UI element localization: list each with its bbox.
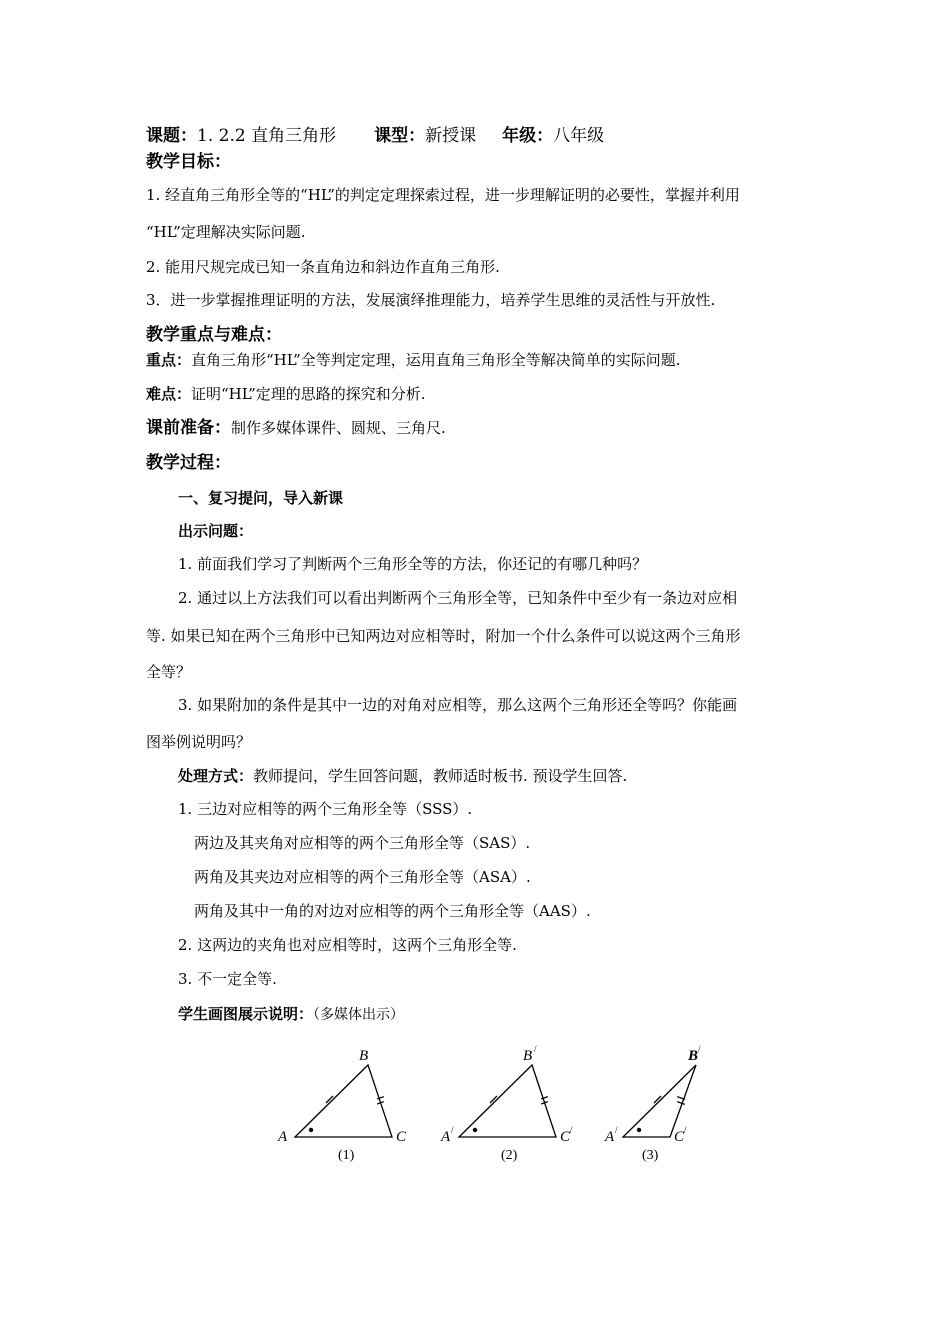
question-2-line1: 2. 通过以上方法我们可以看出判断两个三角形全等，已知条件中至少有一条边对应相 bbox=[178, 589, 738, 607]
type-value: 新授课 bbox=[425, 126, 477, 146]
draw-note: （多媒体出示） bbox=[313, 1007, 405, 1023]
answer-1d: 两角及其中一角的对边对应相等的两个三角形全等（AAS）. bbox=[194, 902, 591, 920]
caption-1: (1) bbox=[338, 1148, 355, 1163]
draw-label: 学生画图展示说明： bbox=[178, 1005, 314, 1023]
method-label: 处理方式： bbox=[178, 767, 254, 785]
answer-2: 2. 这两边的夹角也对应相等时，这两个三角形全等. bbox=[178, 936, 517, 954]
prime-A-3: / bbox=[615, 1125, 618, 1135]
grade-label: 年级： bbox=[502, 126, 554, 146]
triangle-1 bbox=[295, 1065, 392, 1137]
question-3-line1: 3. 如果附加的条件是其中一边的对角对应相等，那么这两个三角形还全等吗？你能画 bbox=[178, 696, 738, 714]
angle-dot-2 bbox=[473, 1128, 477, 1132]
goals-heading: 教学目标： bbox=[146, 152, 231, 172]
caption-3: (3) bbox=[642, 1148, 659, 1163]
answer-1b: 两边及其夹角对应相等的两个三角形全等（SAS）. bbox=[194, 834, 531, 852]
prep-text: 制作多媒体课件、圆规、三角尺. bbox=[231, 419, 446, 437]
angle-dot-3 bbox=[637, 1128, 641, 1132]
method-text: 教师提问，学生回答问题，教师适时板书. 预设学生回答. bbox=[253, 767, 628, 785]
label-C-2: C bbox=[560, 1129, 571, 1145]
label-A-2: A bbox=[441, 1129, 451, 1145]
keypoints-heading: 教学重点与难点： bbox=[146, 325, 282, 345]
diff-label: 难点： bbox=[146, 385, 192, 403]
prime-C-2: / bbox=[570, 1125, 573, 1135]
type-label: 课型： bbox=[374, 126, 426, 146]
label-C-3: C bbox=[674, 1129, 685, 1145]
question-3-line2: 图举例说明吗？ bbox=[146, 733, 252, 751]
prime-B-3: / bbox=[698, 1044, 701, 1054]
goal-2: 2. 能用尺规完成已知一条直角边和斜边作直角三角形. bbox=[146, 258, 500, 276]
topic-label: 课题： bbox=[146, 126, 197, 146]
question-1: 1. 前面我们学习了判断两个三角形全等的方法，你还记的有哪几种吗？ bbox=[178, 555, 648, 573]
goal-1-line2: “HL”定理解决实际问题. bbox=[146, 223, 306, 241]
prime-A-2: / bbox=[451, 1125, 454, 1135]
label-C-1: C bbox=[396, 1129, 407, 1145]
topic-value: 1. 2.2 直角三角形 bbox=[197, 126, 337, 146]
process-heading: 教学过程： bbox=[146, 453, 231, 473]
diff-text: 证明“HL”定理的思路的探究和分析. bbox=[191, 385, 426, 403]
section-1-title: 一、复习提问，导入新课 bbox=[178, 489, 344, 507]
label-A-1: A bbox=[278, 1129, 288, 1145]
prime-B-2: / bbox=[534, 1044, 537, 1054]
answer-1c: 两角及其夹边对应相等的两个三角形全等（ASA）. bbox=[194, 868, 531, 886]
grade-value: 八年级 bbox=[553, 126, 605, 146]
show-problems-label: 出示问题： bbox=[178, 522, 254, 540]
question-2-line2: 等. 如果已知在两个三角形中已知两边对应相等时，附加一个什么条件可以说这两个三角形 bbox=[146, 627, 741, 645]
label-A-3: A bbox=[605, 1129, 615, 1145]
key-label: 重点： bbox=[146, 351, 192, 369]
prime-C-3: / bbox=[684, 1125, 687, 1135]
label-B-2: B bbox=[523, 1048, 533, 1064]
triangle-2 bbox=[459, 1065, 556, 1137]
label-B-3: B bbox=[688, 1048, 699, 1064]
label-B-1: B bbox=[359, 1048, 369, 1064]
caption-2: (2) bbox=[501, 1148, 518, 1163]
prep-label: 课前准备： bbox=[146, 418, 231, 438]
answer-3: 3. 不一定全等. bbox=[178, 970, 277, 988]
goal-3: 3．进一步掌握推理证明的方法，发展演绎推理能力，培养学生思维的灵活性与开放性. bbox=[146, 291, 716, 309]
key-text: 直角三角形“HL”全等判定定理，运用直角三角形全等解决简单的实际问题. bbox=[191, 351, 681, 369]
angle-dot-1 bbox=[309, 1128, 313, 1132]
question-2-line3: 全等？ bbox=[146, 663, 192, 681]
goal-1-line1: 1. 经直角三角形全等的“HL”的判定定理探索过程，进一步理解证明的必要性，掌握并利用 bbox=[146, 186, 740, 204]
answer-1: 1. 三边对应相等的两个三角形全等（SSS）. bbox=[178, 800, 473, 818]
